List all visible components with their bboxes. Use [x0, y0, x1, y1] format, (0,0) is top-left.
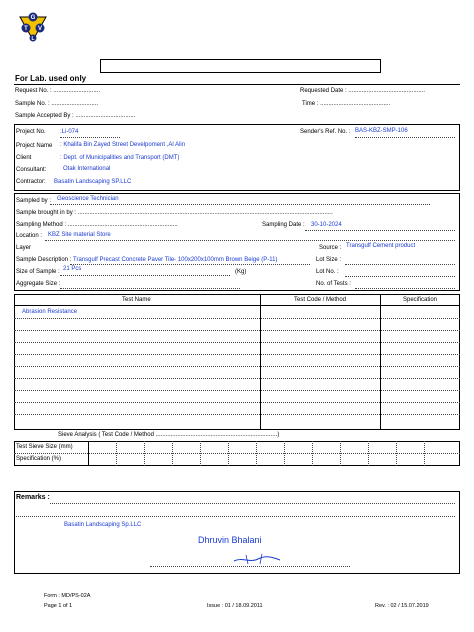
remarks-label: Remarks :: [16, 494, 50, 501]
sampling-method: Sampling Method : ..................................................................: [16, 222, 178, 228]
sample-brought-by: Sample brought in by : .........................................................................................................................................................: [16, 210, 333, 216]
size-unit: (Kg): [235, 269, 247, 275]
section-title: For Lab. used only: [15, 74, 87, 83]
requested-date: Requested Date : ..............................................: [300, 88, 426, 94]
sieve-size-label: Test Sieve Size (mm): [16, 444, 73, 450]
footer-form: Form : MD/PS-02A: [44, 593, 91, 599]
footer-issue: Issue : 01 / 18.09.2011: [207, 603, 263, 609]
project-no-label: Project No.: [16, 129, 46, 135]
handwritten-signature: [232, 552, 282, 564]
source-label: Source :: [319, 245, 342, 251]
table-row: Abrasion Resistance: [22, 309, 78, 315]
footer-page: Page 1 of 1: [44, 603, 73, 609]
consultant-label: Consultant:: [16, 167, 47, 173]
test-code-header: Test Code / Method: [294, 297, 347, 303]
sample-description-label: Sample Description :: [16, 257, 72, 263]
sampling-date-label: Sampling Date :: [262, 222, 305, 228]
contractor-value: Basatin Landscaping SP.LLC: [54, 179, 132, 185]
layer-label: Layer: [16, 245, 32, 251]
sieve-analysis-label: Sieve Analysis ( Test Code / Method .........................................................................): [58, 432, 280, 438]
test-name-header: Test Name: [122, 297, 151, 303]
logo-letter-t: T: [24, 26, 28, 32]
location-value: KBZ Site material Store: [48, 232, 111, 238]
signature-company: Basatin Landscaping Sp.LLC: [64, 522, 142, 528]
project-name-label: Project Name: [16, 143, 53, 149]
tests-table: [14, 294, 460, 430]
sampling-date-value: 30-10-2024: [311, 222, 342, 228]
sampled-by-label: Sampled by :: [16, 198, 52, 204]
company-logo: [18, 12, 48, 42]
sampled-by-value: Geoscience Technician: [57, 196, 119, 202]
contractor-label: Contractor:: [16, 179, 46, 185]
lot-no-label: Lot No. :: [316, 269, 339, 275]
request-no: Request No. : ............................: [15, 88, 101, 94]
logo-letter-v: V: [37, 26, 43, 32]
location-label: Location :: [16, 233, 43, 239]
senders-ref-value: BAS-KBZ-SMP-106: [355, 128, 408, 134]
logo-letter-g: G: [30, 15, 36, 21]
footer-rev: Rev. : 02 / 15.07.2019: [375, 603, 429, 609]
senders-ref-label: Sender's Ref. No. :: [300, 129, 351, 135]
client-value: : Dept. of Municipalities and Transport (DMT): [60, 155, 180, 161]
project-no-value: :Li-074: [60, 129, 79, 135]
sample-accepted-by: Sample Accepted By : ....................................: [15, 113, 136, 119]
form-title-box: [100, 59, 381, 73]
client-label: Client: [16, 155, 32, 161]
signature-name: Dhruvin Bhalani: [198, 535, 262, 545]
consultant-value: Otak International: [63, 166, 111, 172]
source-value: Transgulf Cement product: [346, 243, 416, 249]
no-of-tests-label: No. of Tests :: [316, 281, 351, 287]
sample-no: Sample No. : ............................: [15, 101, 99, 107]
project-name-value: : Khalifa Bin Zayed Street Develpoment ,Al Alin: [60, 142, 186, 148]
size-of-sample-value: 21 Pcs: [63, 266, 82, 272]
lot-size-label: Lot Size :: [316, 257, 342, 263]
aggregate-size-label: Aggregate Size :: [16, 281, 61, 287]
logo-letter-l: L: [31, 36, 35, 42]
sample-description-value: Transgulf Precast Concrete Paver Tile- 100x200x100mm Brown Beige (P-11): [73, 257, 278, 263]
specification-header: Specification: [403, 297, 438, 303]
sieve-spec-label: Specification (%): [16, 456, 62, 462]
time: Time : ..........................................: [302, 101, 391, 107]
size-of-sample-label: Size of Sample :: [16, 269, 60, 275]
